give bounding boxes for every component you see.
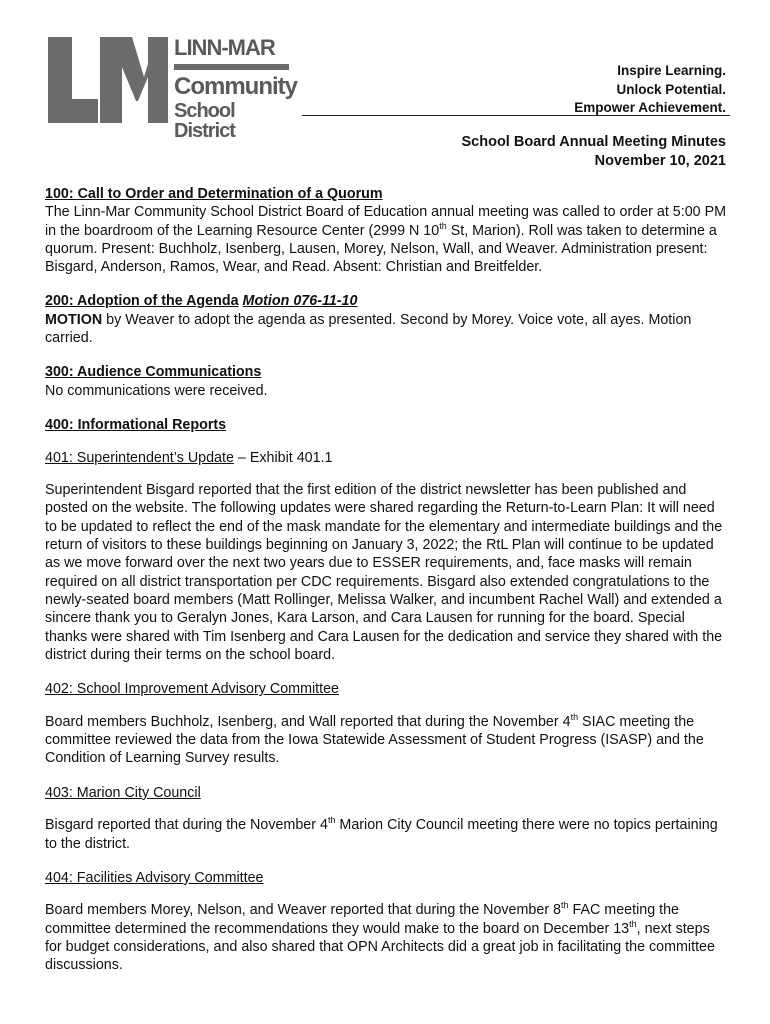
report-title: 402: School Improvement Advisory Committee [45, 681, 340, 698]
meeting-date: November 10, 2021 [594, 153, 726, 169]
report-text: Board members Morey, Nelson, and Weaver reported that during the November 8th FAC meeting the committee determined the recommendations they would make to the board on December 13th, next steps for budget considerations, and also shared that OPN Architects did a great job in facilitating the committee discussions. [45, 900, 715, 974]
report-text: Bisgard reported that during the November 4th Marion City Council meeting there were no topics pertaining to the district. [45, 815, 718, 852]
section-heading: 100: Call to Order and Determination of a Quorum [45, 186, 383, 202]
section-heading: 400: Informational Reports [45, 416, 227, 433]
section-100 [45, 185, 727, 276]
lm-logo-mark [48, 37, 170, 123]
tagline-line-3: Empower Achievement. [574, 100, 726, 115]
report-text: Board members Buchholz, Isenberg, and Wall reported that during the November 4th SIAC meeting the committee reviewed the data from the Iowa Statewide Assessment of Student Progress (ISASP) and the Condition of Learning Survey results. [45, 711, 704, 767]
motion-label: MOTION [45, 311, 103, 328]
logo-line-2: Community [174, 73, 297, 100]
report-title: 403: Marion City Council [45, 784, 201, 801]
tagline-line-2: Unlock Potential. [616, 81, 726, 97]
logo-line-1: LINN-MAR [174, 35, 275, 60]
meeting-header [462, 133, 727, 171]
tagline [574, 62, 726, 118]
district-logo [48, 35, 298, 142]
section-200 [45, 292, 727, 347]
section-text: No communications were received. [45, 382, 268, 399]
page-title: School Board Annual Meeting Minutes [461, 134, 726, 150]
report-402 [45, 680, 727, 767]
minutes-body [45, 185, 727, 991]
section-text: MOTION by Weaver to adopt the agenda as presented. Second by Morey. Voice vote, all ayes. Motion carried. [45, 311, 692, 347]
report-title: 401: Superintendent’s Update [45, 449, 234, 466]
section-heading: 200: Adoption of the Agenda [45, 293, 239, 310]
logo-divider [174, 64, 289, 70]
section-text: The Linn-Mar Community School District Board of Education annual meeting was called to order at 5:00 PM in the boardroom of the Learning Resource Center (2999 N 10th St, Marion). Roll was taken to determine a quorum. Present: Buchholz, Isenberg, Lausen, Morey, Nelson, Wall, and Weaver. Administration present: Bisgard, Anderson, Ramos, Wear, and Read. Absent: Christian and Breitfelder. [45, 204, 727, 276]
section-heading: 300: Audience Communications [45, 364, 262, 381]
motion-reference: Motion 076-11-10 [242, 293, 358, 310]
logo-line-3: School District [174, 100, 235, 142]
header-rule [302, 115, 730, 116]
tagline-line-1: Inspire Learning. [617, 63, 726, 78]
exhibit-ref: – Exhibit 401.1 [233, 449, 333, 466]
report-404 [45, 869, 727, 975]
section-400 [45, 416, 727, 434]
report-text: Superintendent Bisgard reported that the first edition of the district newsletter has been published and posted on the website. The following updates were shared regarding the Return-to-Learn Plan: It will need to be updated to reflect the end of the mask mandate for the elementary and intermediate buildings and the return of visitors to these buildings beginning on January 3, 2022; the RtL Plan will continue to be updated as we move forward over the next two years due to ESSER requirements, and, face masks will remain required on all district transportation per CDC requirements. Bisgard also extended congratulations to the newly-seated board members (Matt Rollinger, Melissa Walker, and incumbent Rachel Wall) and extended a sincere thank you to Geralyn Jones, Kara Larson, and Cara Lausen for running for the board. Special thanks were shared with Tim Isenberg and Cara Lausen for the dedication and service they shared with the district during their terms on the school board. [45, 482, 723, 663]
section-300 [45, 363, 727, 400]
report-title: 404: Facilities Advisory Committee [45, 869, 264, 886]
report-401 [45, 449, 727, 665]
report-403 [45, 784, 727, 853]
